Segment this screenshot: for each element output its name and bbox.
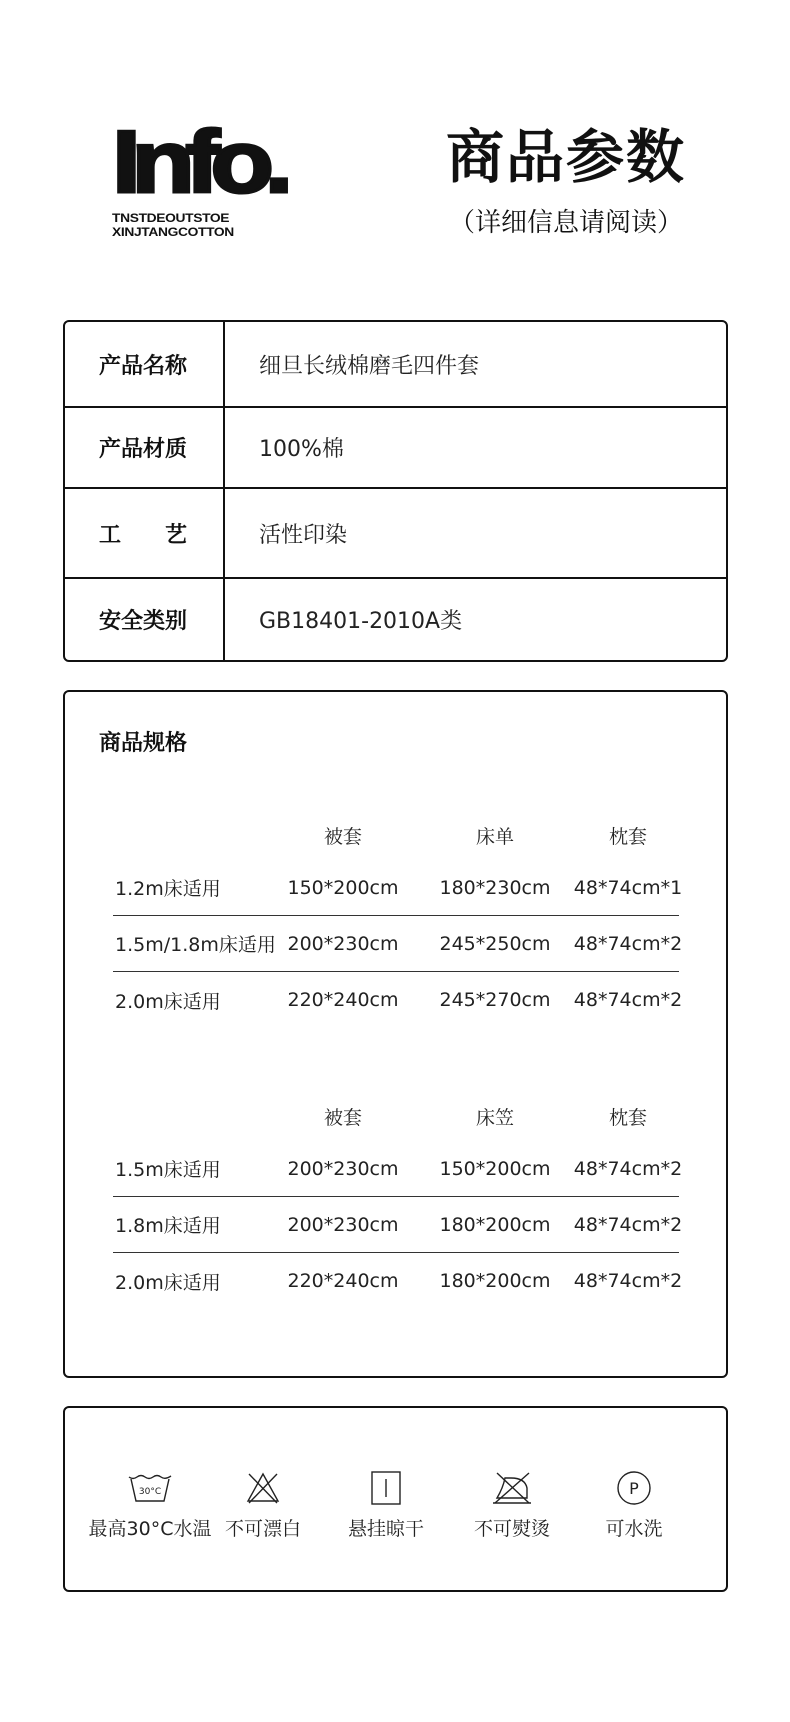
- spec-table-header: [113, 1099, 679, 1133]
- care-item-dry: [321, 1468, 451, 1541]
- wash-temp-text: 30°C: [138, 1487, 162, 1497]
- info-row-craft: [65, 489, 726, 579]
- table-cell: 48*74cm*2: [573, 989, 683, 1011]
- table-cell: 48*74cm*2: [573, 1157, 683, 1180]
- spec-table-header: [113, 818, 679, 852]
- header-cell: 被套: [323, 825, 362, 848]
- table-cell: 48*74cm*2: [573, 1213, 683, 1236]
- care-item-wash: [85, 1468, 215, 1541]
- info-label: 产品材质: [65, 408, 225, 487]
- table-cell: 245*250cm: [439, 932, 551, 955]
- table-cell: 1.2m床适用: [115, 878, 221, 900]
- spec-section: [63, 690, 728, 1378]
- wash-30-icon: [85, 1468, 215, 1508]
- p-letter: P: [629, 1479, 639, 1498]
- table-row: [113, 860, 683, 916]
- table-row: [113, 1141, 683, 1197]
- header-cell: 床笠: [475, 1106, 514, 1129]
- info-row-safety: [65, 579, 726, 660]
- table-cell: 150*200cm: [287, 876, 399, 899]
- table-cell: 220*240cm: [287, 989, 399, 1011]
- table-row: [113, 972, 683, 1028]
- care-label: 悬挂晾干: [347, 1518, 424, 1540]
- page-title: 商品参数: [446, 123, 687, 191]
- info-label: 工 艺: [65, 489, 225, 577]
- table-cell: 1.5m床适用: [115, 1159, 221, 1181]
- header-cell: 床单: [475, 825, 514, 848]
- table-row: [113, 1197, 683, 1253]
- care-label: 最高30°C水温: [88, 1518, 212, 1540]
- info-label: 产品名称: [65, 322, 225, 406]
- no-iron-icon: [447, 1468, 577, 1508]
- table-cell: 1.5m/1.8m床适用: [115, 934, 276, 956]
- header-cell: 枕套: [608, 1106, 647, 1129]
- header-cell: 被套: [323, 1106, 362, 1129]
- care-label: 可水洗: [605, 1518, 663, 1540]
- table-cell: 180*230cm: [439, 876, 551, 899]
- care-instructions: [63, 1406, 728, 1592]
- table-cell: 220*240cm: [287, 1270, 399, 1292]
- logo-text: Info.: [112, 112, 284, 211]
- table-cell: 2.0m床适用: [115, 1271, 221, 1294]
- page-subtitle: （详细信息请阅读）: [448, 208, 683, 238]
- care-item-bleach: [198, 1468, 328, 1541]
- table-cell: 200*230cm: [287, 1213, 399, 1236]
- logo-subtext-line1: TNSTDEOUTSTOE: [112, 211, 230, 225]
- info-value: 100%棉: [259, 437, 344, 462]
- care-label: 不可漂白: [224, 1518, 301, 1540]
- spec-table-fitted: [113, 1099, 683, 1309]
- info-label: 安全类别: [65, 579, 225, 660]
- table-cell: 48*74cm*2: [573, 1270, 683, 1292]
- product-info-table: [63, 320, 728, 662]
- info-row-name: [65, 322, 726, 408]
- care-item-iron: [447, 1468, 577, 1541]
- table-cell: 48*74cm*2: [573, 932, 683, 955]
- table-row: [113, 1253, 683, 1309]
- logo-subtext-line2: XINJTANGCOTTON: [112, 225, 234, 239]
- info-value: GB18401-2010A类: [259, 609, 463, 634]
- info-value: 细旦长绒棉磨毛四件套: [259, 353, 480, 379]
- dry-clean-p-icon: [569, 1468, 699, 1508]
- spec-title: 商品规格: [99, 731, 188, 756]
- spec-table-sheet: [113, 818, 683, 1028]
- table-cell: 2.0m床适用: [115, 990, 221, 1013]
- header-cell: 枕套: [608, 825, 647, 848]
- table-row: [113, 916, 683, 972]
- table-cell: 150*200cm: [439, 1157, 551, 1180]
- table-cell: 180*200cm: [439, 1270, 551, 1292]
- care-item-wash-p: [569, 1468, 699, 1541]
- hang-dry-icon: [321, 1468, 451, 1508]
- info-value: 活性印染: [259, 522, 348, 548]
- table-cell: 48*74cm*1: [573, 876, 683, 899]
- table-cell: 200*230cm: [287, 932, 399, 955]
- table-cell: 245*270cm: [439, 989, 551, 1011]
- info-row-material: [65, 408, 726, 489]
- table-cell: 180*200cm: [439, 1213, 551, 1236]
- table-cell: 1.8m床适用: [115, 1215, 221, 1237]
- care-label: 不可熨烫: [473, 1518, 550, 1540]
- table-cell: 200*230cm: [287, 1157, 399, 1180]
- no-bleach-icon: [198, 1468, 328, 1508]
